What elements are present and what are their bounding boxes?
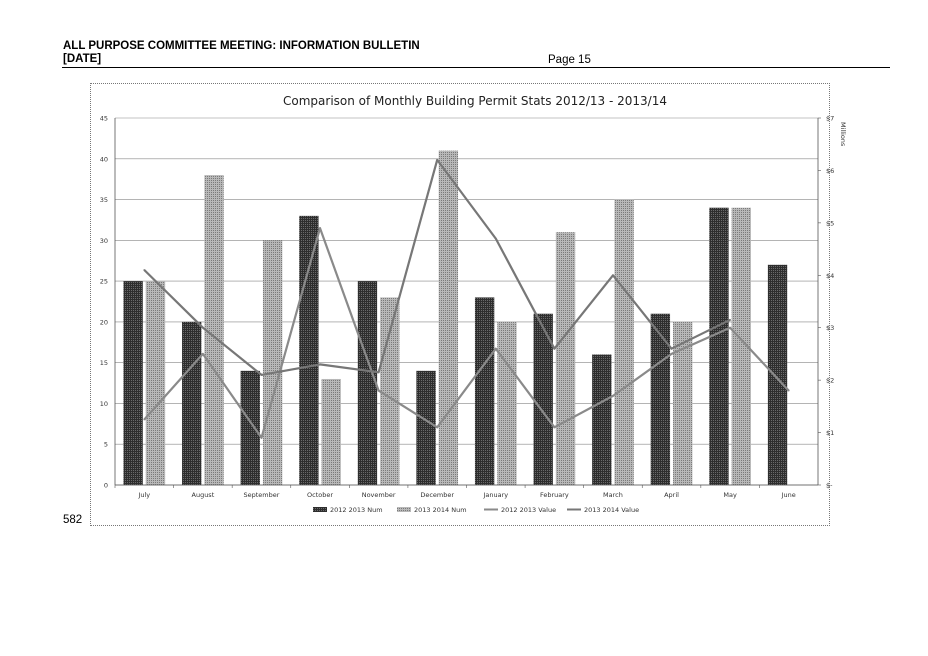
left-tick-label: 35: [99, 196, 108, 205]
page-side-number: 582: [63, 514, 83, 526]
line-2013-14-value: [144, 160, 730, 375]
line-point: [378, 390, 380, 392]
chart-title: Comparison of Monthly Building Permit Stats 2012/13 - 2013/14: [283, 94, 667, 108]
right-axis-label: Millions: [839, 122, 847, 147]
bar-2013-14-october: [322, 379, 341, 485]
x-tick-label: June: [781, 491, 796, 499]
right-tick-label: $6: [826, 166, 835, 175]
line-point: [261, 374, 263, 376]
line-point: [143, 269, 145, 271]
left-tick-label: 10: [99, 399, 108, 408]
x-tick-label: April: [664, 491, 679, 499]
left-tick-label: 40: [99, 155, 108, 164]
right-tick-label: $-: [826, 481, 833, 490]
line-point: [436, 426, 438, 428]
x-tick-label: January: [483, 491, 509, 499]
x-tick-label: May: [723, 491, 737, 499]
bulletin-title: ALL PURPOSE COMMITTEE MEETING: INFORMATION BULLETIN: [63, 40, 420, 52]
line-point: [671, 348, 673, 350]
bar-2013-14-february: [556, 232, 575, 485]
bar-2013-14-january: [497, 322, 516, 485]
line-layer: [143, 159, 789, 439]
line-point: [378, 371, 380, 373]
line-point: [143, 419, 145, 421]
right-tick-label: $3: [826, 324, 835, 333]
left-tick-label: 30: [99, 236, 108, 245]
bar-2013-14-december: [439, 151, 458, 485]
bar-2012-13-march: [592, 355, 611, 485]
x-tick-label: July: [138, 491, 151, 499]
left-tick-label: 45: [99, 114, 108, 123]
line-point: [553, 348, 555, 350]
bar-2012-13-september: [241, 371, 260, 485]
left-tick-label: 5: [103, 440, 108, 449]
header-rule: [62, 67, 890, 68]
right-tick-label: $2: [826, 376, 835, 385]
x-tick-label: October: [307, 491, 334, 499]
line-point: [553, 426, 555, 428]
line-point: [202, 353, 204, 355]
x-tick-label: August: [191, 491, 215, 499]
page-number: Page 15: [548, 54, 591, 66]
bar-2012-13-december: [416, 371, 435, 485]
line-point: [612, 395, 614, 397]
line-point: [495, 348, 497, 350]
line-point: [671, 353, 673, 355]
bar-2012-13-may: [709, 208, 728, 485]
left-tick-label: 25: [99, 277, 108, 286]
line-point: [319, 364, 321, 366]
line-point: [788, 390, 790, 392]
legend-swatch: [397, 507, 411, 512]
right-tick-label: $7: [826, 114, 835, 123]
right-tick-label: $1: [826, 429, 835, 438]
bar-2012-13-july: [123, 281, 142, 485]
left-tick-label: 15: [99, 359, 108, 368]
line-point: [261, 437, 263, 439]
legend-label: 2012 2013 Value: [501, 506, 557, 514]
x-tick-label: September: [243, 491, 280, 499]
bar-2012-13-june: [768, 265, 787, 485]
line-point: [436, 159, 438, 161]
line-point: [319, 227, 321, 229]
bar-layer: [123, 151, 787, 485]
bulletin-date: [DATE]: [63, 53, 102, 65]
line-point: [612, 274, 614, 276]
bar-2012-13-august: [182, 322, 201, 485]
line-point: [495, 238, 497, 240]
bar-2013-14-july: [146, 281, 165, 485]
left-tick-label: 0: [103, 481, 108, 490]
x-tick-label: December: [420, 491, 455, 499]
legend-label: 2013 2014 Num: [414, 506, 467, 514]
legend-label: 2013 2014 Value: [584, 506, 640, 514]
bar-2012-13-january: [475, 297, 494, 485]
line-point: [729, 327, 731, 329]
chart-frame: [90, 83, 847, 526]
bar-2013-14-november: [380, 297, 399, 485]
legend-swatch: [313, 507, 327, 512]
left-tick-label: 20: [99, 318, 108, 327]
x-tick-label: February: [539, 491, 569, 499]
right-tick-label: $5: [826, 219, 835, 228]
bar-2012-13-april: [651, 314, 670, 485]
legend: [313, 506, 639, 514]
bar-2012-13-october: [299, 216, 318, 485]
bar-2013-14-september: [263, 240, 282, 485]
legend-label: 2012 2013 Num: [330, 506, 383, 514]
permit-stats-chart: [91, 84, 847, 525]
x-tick-label: March: [603, 491, 623, 499]
line-point: [202, 327, 204, 329]
right-tick-label: $4: [826, 271, 835, 280]
bar-2013-14-march: [614, 200, 633, 485]
line-point: [729, 319, 731, 321]
x-tick-label: November: [361, 491, 396, 499]
bar-2012-13-november: [358, 281, 377, 485]
